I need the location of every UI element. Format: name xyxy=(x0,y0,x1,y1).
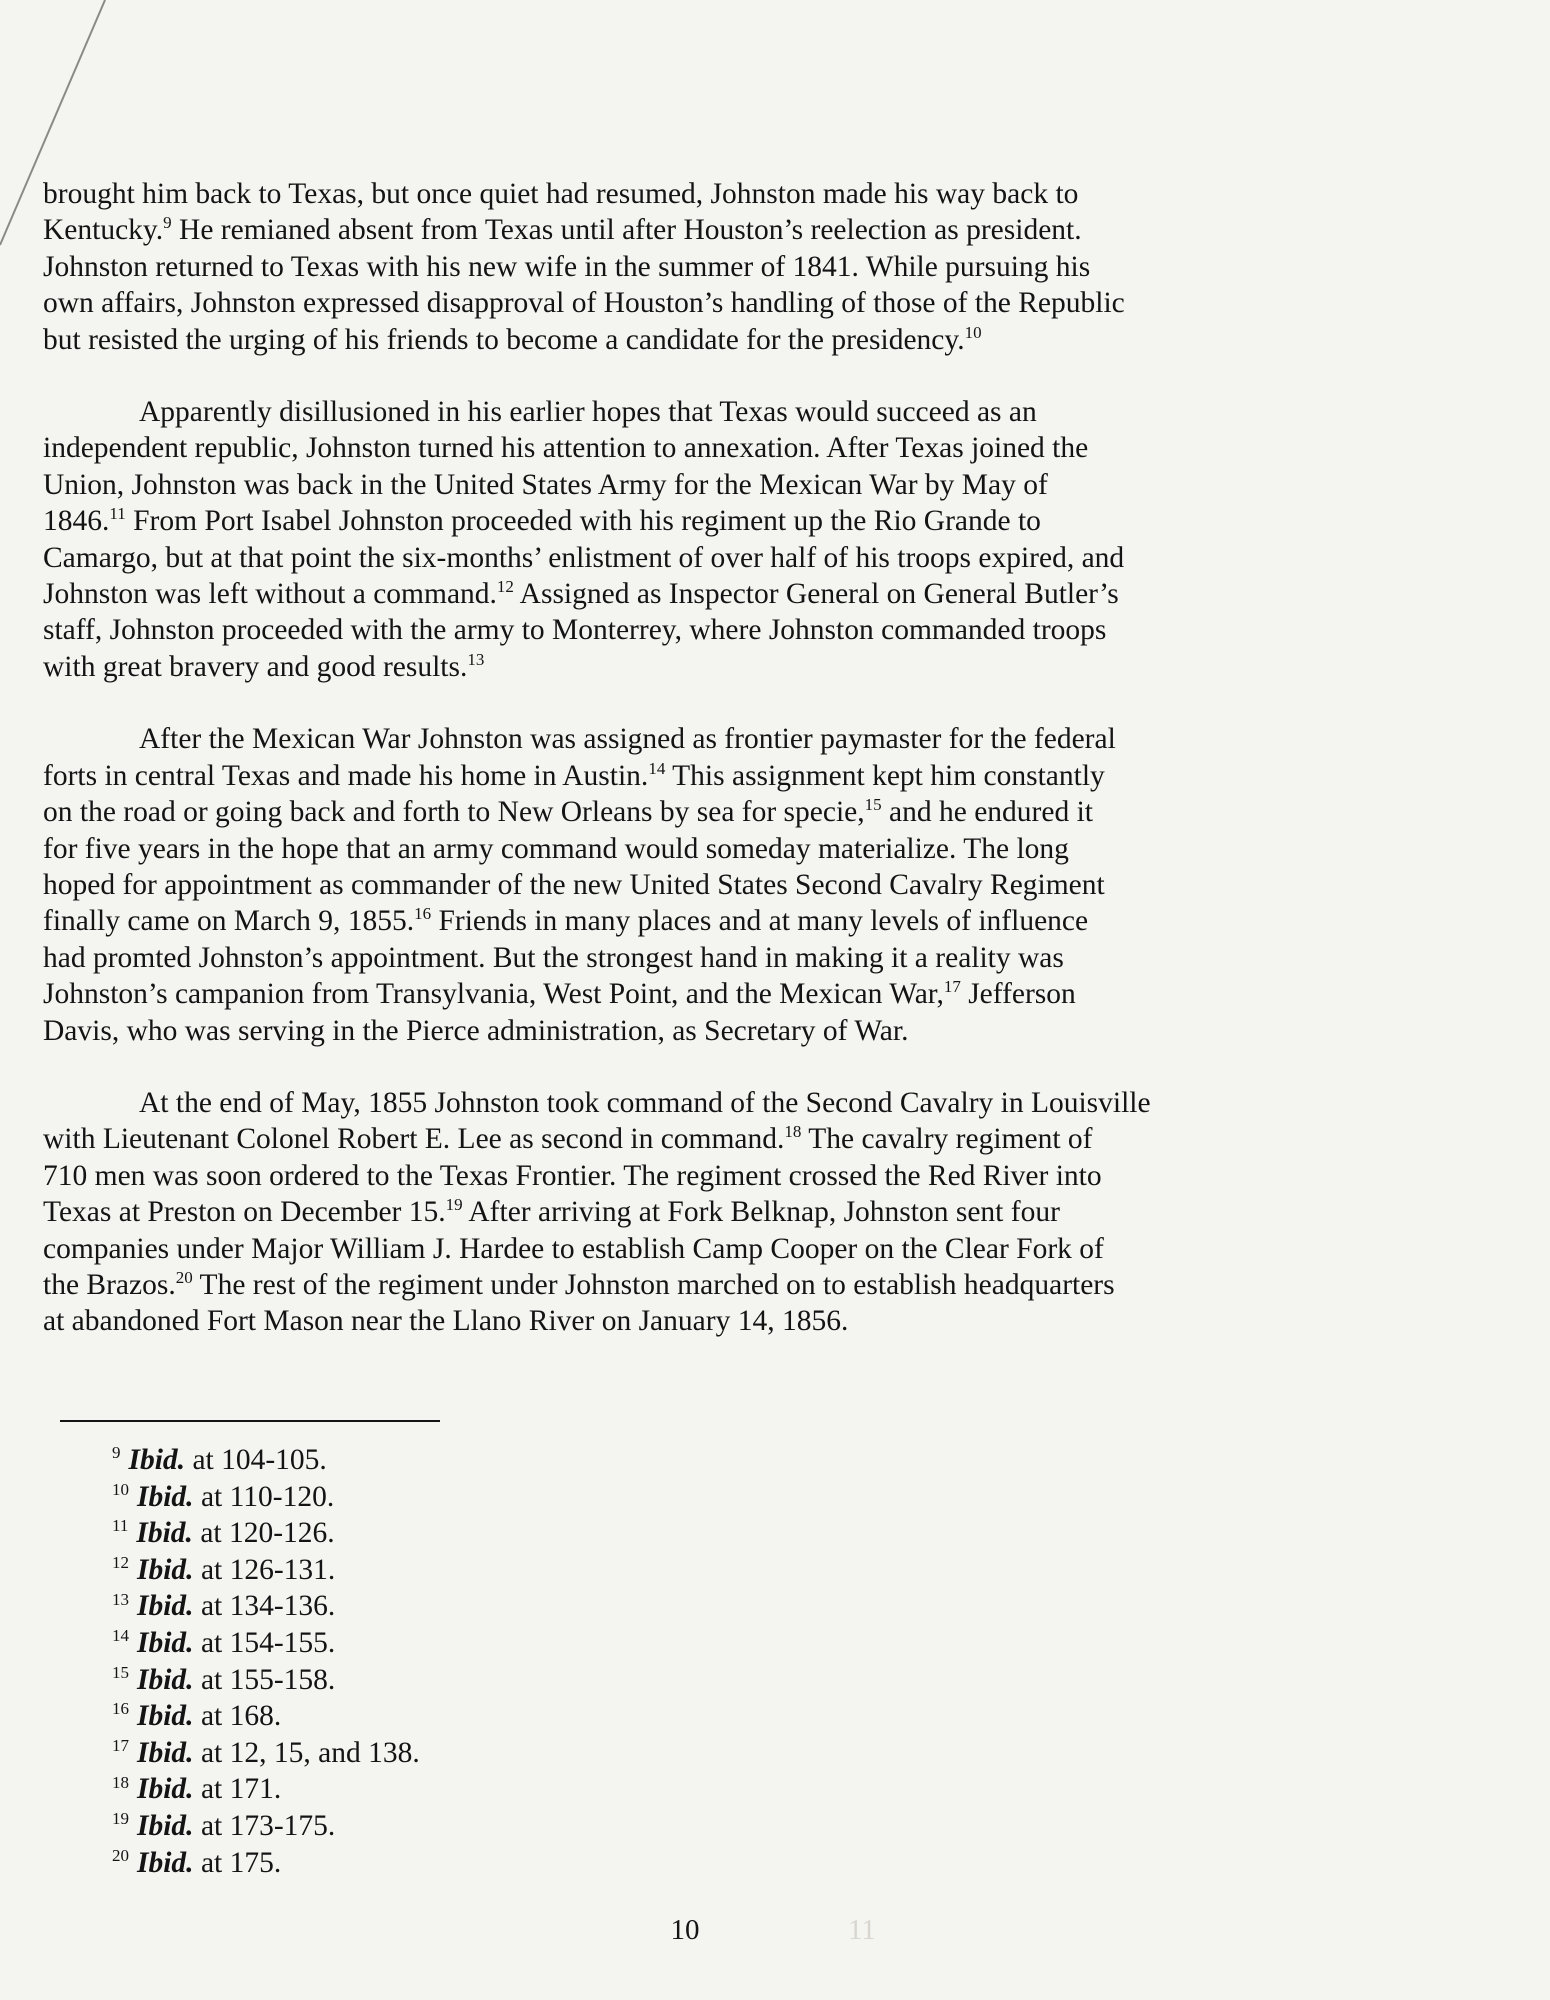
line-text: 710 men was soon ordered to the Texas Frontier. The regiment crossed the Red River into xyxy=(43,1159,1102,1192)
footnote-ibid: Ibid. xyxy=(128,1444,186,1476)
line-text: forts in central Texas and made his home in Austin. xyxy=(43,759,649,792)
footnote-divider xyxy=(60,1420,440,1422)
line-text: Kentucky. xyxy=(43,214,164,247)
text-line xyxy=(43,1231,1283,1267)
paragraph xyxy=(43,721,1283,1049)
body-text xyxy=(43,176,1283,1376)
line-text: Union, Johnston was back in the United States Army for the Mexican War by May of xyxy=(43,468,1048,501)
line-text: Friends in many places and at many levels of influence xyxy=(431,905,1089,938)
line-text: Johnston’s campanion from Transylvania, West Point, and the Mexican War, xyxy=(43,978,944,1011)
text-line xyxy=(43,976,1283,1012)
line-text: After the Mexican War Johnston was assigned as frontier paymaster for the federal xyxy=(139,723,1116,756)
text-line xyxy=(43,1085,1283,1121)
footnote-reference: 10 xyxy=(964,322,982,342)
footnote-text: at 173-175. xyxy=(193,1809,336,1842)
footnote-ibid: Ibid. xyxy=(137,1553,194,1586)
footnote-ibid: Ibid. xyxy=(137,1626,194,1659)
footnote-reference: 20 xyxy=(175,1268,193,1288)
line-text: finally came on March 9, 1855. xyxy=(43,905,415,938)
line-text: From Port Isabel Johnston proceeded with his regiment up the Rio Grande to xyxy=(125,505,1041,538)
line-text: After arriving at Fork Belknap, Johnston sent four xyxy=(462,1196,1060,1229)
paragraph xyxy=(43,1085,1283,1340)
line-text: hoped for appointment as commander of the new United States Second Cavalry Regiment xyxy=(43,868,1105,901)
footnote-reference: 12 xyxy=(496,577,514,597)
footnote-ibid: Ibid. xyxy=(137,1846,194,1879)
line-text: own affairs, Johnston expressed disapproval of Houston’s handling of those of the Republic xyxy=(43,287,1125,320)
line-text: 1846. xyxy=(43,505,110,538)
footnote-text: at 110-120. xyxy=(193,1480,335,1513)
text-line xyxy=(43,285,1283,321)
text-line xyxy=(43,176,1283,212)
footnote-reference: 14 xyxy=(648,758,666,778)
text-line xyxy=(43,576,1283,612)
text-line xyxy=(43,1158,1283,1194)
footnote-text: at 168. xyxy=(193,1700,282,1733)
text-line xyxy=(43,1013,1283,1049)
line-text: staff, Johnston proceeded with the army to Monterrey, where Johnston commanded troops xyxy=(43,614,1107,647)
line-text: with great bravery and good results. xyxy=(43,650,468,683)
line-text: This assignment kept him constantly xyxy=(665,759,1105,792)
footnote-text: at 154-155. xyxy=(193,1626,336,1659)
footnote-ibid: Ibid. xyxy=(137,1480,194,1513)
line-text: Apparently disillusioned in his earlier hopes that Texas would succeed as an xyxy=(139,396,1037,429)
line-text: for five years in the hope that an army command would someday materialize. The long xyxy=(43,832,1069,865)
text-line xyxy=(43,540,1283,576)
footnote: 16 Ibid. at 168. xyxy=(112,1699,282,1733)
text-line xyxy=(43,1194,1283,1230)
line-text: with Lieutenant Colonel Robert E. Lee as second in command. xyxy=(43,1123,785,1156)
text-line xyxy=(43,430,1283,466)
line-text: Camargo, but at that point the six-months’ enlistment of over half of his troops expired, and xyxy=(43,541,1125,574)
page-number: 10 xyxy=(670,1914,700,1946)
line-text: Davis, who was serving in the Pierce administration, as Secretary of War. xyxy=(43,1014,909,1047)
line-text: at abandoned Fort Mason near the Llano River on January 14, 1856. xyxy=(43,1305,849,1338)
line-text: and he endured it xyxy=(881,796,1093,829)
text-line xyxy=(43,758,1283,794)
footnote-reference: 13 xyxy=(467,650,485,670)
footnote-ibid: Ibid. xyxy=(137,1663,194,1696)
line-text: Johnston returned to Texas with his new wife in the summer of 1841. While pursuing his xyxy=(43,250,1091,283)
footnote-text: at 175. xyxy=(193,1846,282,1879)
footnotes xyxy=(112,1442,420,1881)
line-text: companies under Major William J. Hardee to establish Camp Cooper on the Clear Fork of xyxy=(43,1232,1104,1265)
footnote-text: at 134-136. xyxy=(193,1590,336,1623)
footnote-text: at 126-131. xyxy=(193,1553,336,1586)
line-text: Assigned as Inspector General on General Butler’s xyxy=(513,578,1119,611)
footnote-ibid: Ibid. xyxy=(137,1809,194,1842)
text-line xyxy=(43,867,1283,903)
line-text: The cavalry regiment of xyxy=(801,1123,1093,1156)
text-line xyxy=(43,1121,1283,1157)
footnote: 15 Ibid. at 155-158. xyxy=(112,1662,336,1696)
text-line xyxy=(43,467,1283,503)
line-text: Johnston was left without a command. xyxy=(43,578,497,611)
footnote-reference: 18 xyxy=(784,1122,802,1142)
footnote-text: at 12, 15, and 138. xyxy=(193,1736,420,1769)
footnote-reference: 11 xyxy=(109,504,126,524)
footnote-text: at 155-158. xyxy=(193,1663,336,1696)
footnote: 19 Ibid. at 173-175. xyxy=(112,1809,336,1842)
line-text: independent republic, Johnston turned his attention to annexation. After Texas joined the xyxy=(43,432,1089,465)
footnote-reference: 19 xyxy=(445,1195,463,1215)
footnote: 10 Ibid. at 110-120. xyxy=(112,1479,335,1513)
footnote-ibid: Ibid. xyxy=(137,1736,194,1769)
line-text: on the road or going back and forth to New Orleans by sea for specie, xyxy=(43,796,865,829)
text-line xyxy=(43,212,1283,248)
footnote: 13 Ibid. at 134-136. xyxy=(112,1589,336,1623)
footnote-ibid: Ibid. xyxy=(137,1700,194,1733)
text-line xyxy=(43,721,1283,757)
line-text: but resisted the urging of his friends to become a candidate for the presidency. xyxy=(43,323,965,356)
footnote: 17 Ibid. at 12, 15, and 138. xyxy=(112,1735,420,1769)
footnote-text: at 104-105. xyxy=(185,1444,327,1476)
line-text: He remianed absent from Texas until after Houston’s reelection as president. xyxy=(171,214,1082,247)
footnote: 18 Ibid. at 171. xyxy=(112,1772,282,1806)
text-line xyxy=(43,1303,1283,1339)
text-line xyxy=(43,394,1283,430)
footnote-ibid: Ibid. xyxy=(136,1517,193,1550)
line-text: Jefferson xyxy=(960,978,1076,1011)
line-text: brought him back to Texas, but once quiet had resumed, Johnston made his way back to xyxy=(43,178,1079,210)
footnote: 12 Ibid. at 126-131. xyxy=(112,1552,336,1586)
line-text: The rest of the regiment under Johnston marched on to establish headquarters xyxy=(192,1268,1115,1301)
footnote-ibid: Ibid. xyxy=(137,1590,194,1623)
text-line xyxy=(43,249,1283,285)
line-text: had promted Johnston’s appointment. But the strongest hand in making it a reality was xyxy=(43,941,1064,974)
footnote-reference: 17 xyxy=(943,977,961,997)
footnote-reference: 16 xyxy=(414,904,432,924)
text-line xyxy=(43,903,1283,939)
text-line xyxy=(43,940,1283,976)
text-line xyxy=(43,649,1283,685)
footnote-text: at 120-126. xyxy=(192,1517,335,1550)
text-line xyxy=(43,503,1283,539)
line-text: the Brazos. xyxy=(43,1268,176,1301)
text-line xyxy=(43,612,1283,648)
footnote: 11 Ibid. at 120-126. xyxy=(112,1516,335,1550)
footnote: 20 Ibid. at 175. xyxy=(112,1845,282,1879)
paragraph xyxy=(43,394,1283,685)
footnote-text: at 171. xyxy=(193,1773,282,1806)
text-line xyxy=(43,1267,1283,1303)
line-text: At the end of May, 1855 Johnston took command of the Second Cavalry in Louisville xyxy=(139,1086,1151,1119)
line-text: Texas at Preston on December 15. xyxy=(43,1196,446,1229)
text-line xyxy=(43,831,1283,867)
text-line xyxy=(43,322,1283,358)
footnote-reference: 9 xyxy=(163,213,172,233)
footnote: 9 Ibid. at 104-105. xyxy=(112,1443,327,1476)
footnote-ibid: Ibid. xyxy=(137,1773,194,1806)
text-line xyxy=(43,794,1283,830)
paragraph xyxy=(43,176,1283,358)
footnote-reference: 15 xyxy=(864,795,882,815)
bleed-through-page-number: 11 xyxy=(848,1914,876,1946)
footnote: 14 Ibid. at 154-155. xyxy=(112,1626,336,1659)
